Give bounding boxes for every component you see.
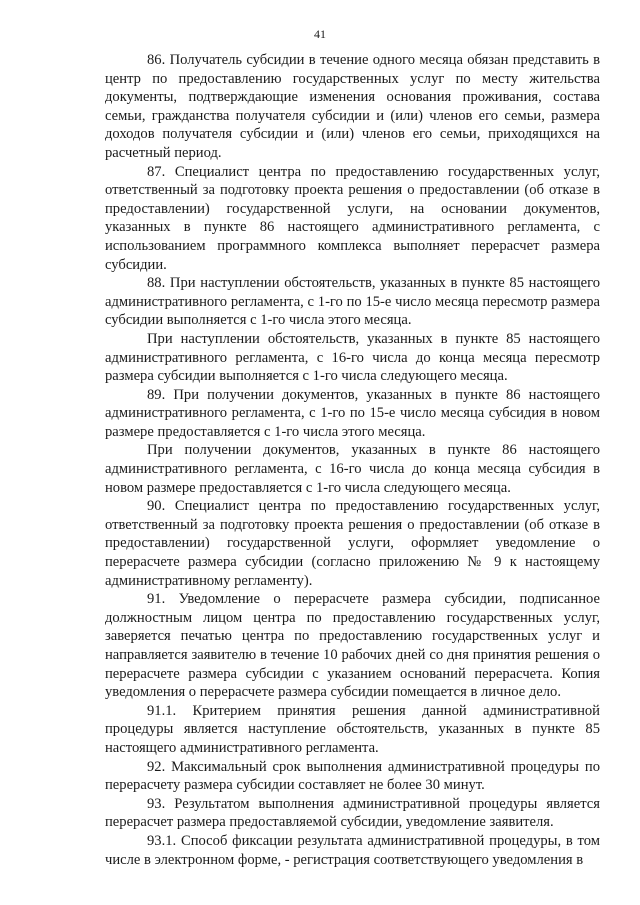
document-body [105, 51, 600, 869]
paragraph-91: 91. Уведомление о перерасчете размера субсидии, подписанное должностным лицом центра по предоставлению государственных услуг, заверяется печатью центра по предоставлению государственных услуг и направляется заявителю в течение 10 рабочих дней со дня принятия решения о перерасчете размера субсидии с указанием оснований перерасчета. Копия уведомления о перерасчете размера субсидии помещается в личное дело. [105, 591, 600, 701]
paragraph-92: 92. Максимальный срок выполнения административной процедуры по перерасчету размера субсидии составляет не более 30 минут. [105, 758, 600, 794]
paragraph-88: 88. При наступлении обстоятельств, указанных в пункте 85 настоящего административного регламента, с 1-го по 15-е число месяца пересмотр размера субсидии выполняется с 1-го числа этого месяца. [105, 275, 600, 329]
paragraph-86: 86. Получатель субсидии в течение одного месяца обязан представить в центр по предоставлению государственных услуг по месту жительства документы, подтверждающие изменения основания проживания, состава семьи, гражданства получателя субсидии и (или) членов его семьи, размера доходов получателя субсидии и (или) членов его семьи, приходящихся на расчетный период. [105, 52, 600, 161]
paragraph-93: 93. Результатом выполнения административной процедуры является перерасчет размера предоставляемой субсидии, уведомление заявителя. [105, 795, 600, 831]
paragraph-89-continued: При получении документов, указанных в пункте 86 настоящего административного регламента, с 16-го числа до конца месяца субсидия в новом размере предоставляется с 1-го числа следующего месяца. [105, 442, 600, 496]
paragraph-91-1: 91.1. Критерием принятия решения данной административной процедуры является наступление обстоятельств, указанных в пункте 85 настоящего административного регламента. [105, 702, 600, 756]
paragraph-93-1: 93.1. Способ фиксации результата административной процедуры, в том числе в электронном форме, - регистрация соответствующего уведомления в [105, 832, 600, 868]
paragraph-89: 89. При получении документов, указанных в пункте 86 настоящего административного регламента, с 1-го по 15-е число месяца субсидия в новом размере предоставляется с 1-го числа этого месяца. [105, 386, 600, 440]
paragraph-87: 87. Специалист центра по предоставлению государственных услуг, ответственный за подготовку проекта решения о предоставлении (об отказе в предоставлении) государственной услуги, на основании документов, указанных в пункте 86 настоящего административного регламента, с использованием программного комплекса выполняет перерасчет размера субсидии. [105, 163, 600, 273]
page-number: 41 [314, 27, 326, 41]
paragraph-88-continued: При наступлении обстоятельств, указанных в пункте 85 настоящего административного регламента, с 16-го числа до конца месяца пересмотр размера субсидии выполняется с 1-го числа следующего месяца. [105, 330, 600, 385]
paragraph-90: 90. Специалист центра по предоставлению государственных услуг, ответственный за подготовку проекта решения о предоставлении (об отказе в предоставлении) государственной услуги, оформляет уведомление о перерасчете размера субсидии (согласно приложению № 9 к настоящему административному регламенту). [105, 498, 600, 589]
